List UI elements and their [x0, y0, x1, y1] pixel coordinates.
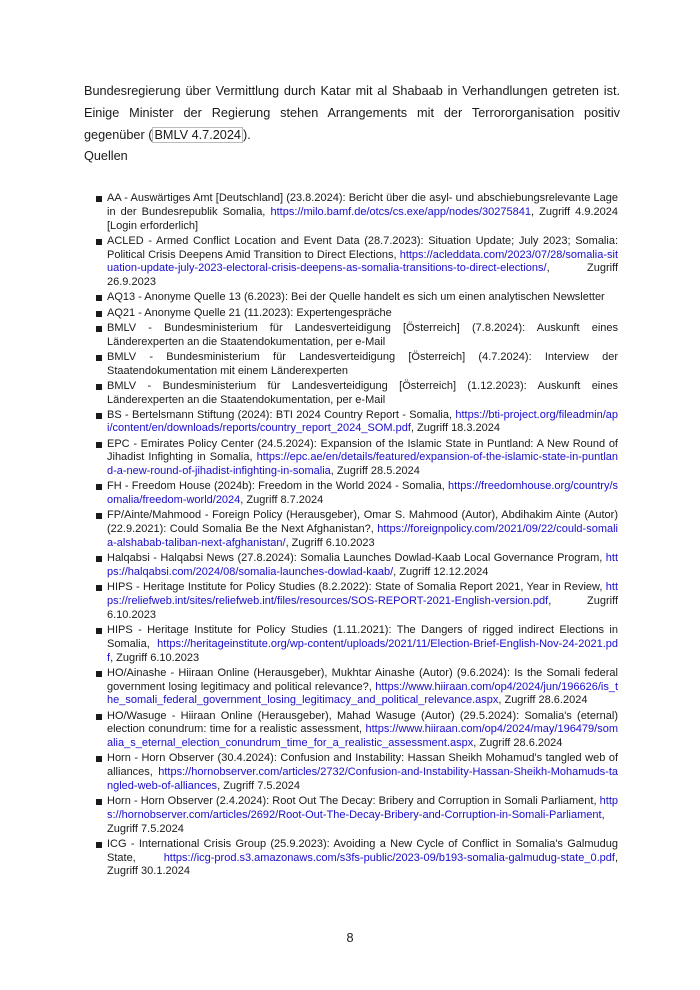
- bullet-icon: [96, 714, 102, 720]
- reference-text: AQ21 - Anonyme Quelle 21 (11.2023): Expertengespräche: [107, 306, 392, 319]
- bullet-icon: [96, 239, 102, 245]
- bullet-icon: [96, 326, 102, 332]
- page-number: 8: [346, 931, 354, 945]
- bullet-icon: [96, 585, 102, 591]
- reference-access-date: , Zugriff 6.10.2023: [107, 595, 618, 621]
- reference-text: HIPS - Heritage Institute for Policy Studies (1.11.2021): The Dangers of rigged indirect Elections in Somalia,: [107, 623, 618, 650]
- reference-link[interactable]: https://epc.ae/en/details/featured/expansion-of-the-islamic-state-in-puntland-a-new-round-of-jihadist-infighting-in-somalia: [107, 451, 618, 478]
- reference-access-date: , Zugriff 28.6.2024: [473, 737, 563, 750]
- reference-access-date: , Zugriff 26.9.2023: [107, 262, 618, 289]
- reference-item: [96, 322, 618, 350]
- reference-link[interactable]: https://bti-project.org/fileadmin/api/content/en/downloads/reports/country_report_2024_SOM.pdf: [107, 408, 618, 435]
- reference-text: BMLV - Bundesministerium für Landesverteidigung [Österreich] (4.7.2024): Interview der Staatendokumentation mit einem Länderexperten: [107, 350, 618, 377]
- reference-item: [96, 667, 618, 708]
- reference-link[interactable]: https://halqabsi.com/2024/08/somalia-launches-dowlad-kaab/: [107, 552, 618, 579]
- reference-text: Horn - Horn Observer (30.4.2024): Confusion and Instability: Hassan Sheikh Mohamud's tangled web of alliances,: [107, 752, 618, 779]
- reference-link[interactable]: https://www.hiiraan.com/op4/2024/may/196479/somalia_s_eternal_election_conundrum_time_for_a_realistic_assessment.aspx: [107, 723, 618, 750]
- reference-link[interactable]: https://reliefweb.int/sites/reliefweb.int/files/resources/SOS-REPORT-2021-English-version.pdf: [107, 581, 618, 607]
- reference-access-date: , Zugriff 12.12.2024: [393, 566, 489, 579]
- reference-access-date: , Zugriff 6.10.2023: [285, 537, 375, 550]
- reference-link[interactable]: https://milo.bamf.de/otcs/cs.exe/app/nodes/30275841: [270, 205, 531, 218]
- intro-paragraph: Bundesregierung über Vermittlung durch Katar mit al Shabaab in Verhandlungen getreten ist. Einige Minister der Regierung stehen Arrangements mit der Terrororganisation positiv gegenüber ( BMLV 4.7.2024 ).: [84, 84, 620, 142]
- reference-text: FP/Ainte/Mahmood - Foreign Policy (Herausgeber), Omar S. Mahmood (Autor), Abdihakim Ainte (Autor) (22.9.2021): Could Somalia Be the Next Afghanistan?,: [107, 509, 618, 536]
- intro-end: .: [247, 128, 251, 142]
- reference-text: ICG - International Crisis Group (25.9.2023): Avoiding a New Cycle of Conflict in Somalia's Galmudug State,: [107, 837, 618, 864]
- reference-item: [96, 480, 618, 508]
- bullet-icon: [96, 513, 102, 519]
- reference-text: HO/Wasuge - Hiiraan Online (Herausgeber), Mahad Wasuge (Autor) (29.5.2024): Somalia's (eternal) election conundrum: time for a realistic assessment,: [107, 709, 618, 736]
- reference-item: [96, 752, 618, 793]
- reference-item: [96, 380, 618, 408]
- bullet-icon: [96, 384, 102, 390]
- reference-item: [96, 795, 618, 836]
- reference-text: FH - Freedom House (2024b): Freedom in the World 2024 - Somalia,: [107, 480, 449, 493]
- bullet-icon: [96, 311, 102, 317]
- reference-link[interactable]: https://heritageinstitute.org/wp-content/uploads/2021/11/Election-Brief-English-Nov-24-2021.pdf: [107, 637, 618, 664]
- reference-text: BMLV - Bundesministerium für Landesverteidigung [Österreich] (7.8.2024): Auskunft eines Länderexperten an die Staatendokumentation, per e-Mail: [107, 321, 618, 348]
- reference-text: AQ13 - Anonyme Quelle 13 (6.2023): Bei der Quelle handelt es sich um einen analytischen Newsletter: [107, 291, 605, 304]
- reference-text: HIPS - Heritage Institute for Policy Studies (8.2.2022): State of Somalia Report 2021, Year in Review,: [107, 581, 606, 594]
- reference-item: [96, 509, 618, 550]
- reference-item: [96, 581, 618, 622]
- bullet-icon: [96, 355, 102, 361]
- reference-link[interactable]: https://hornobserver.com/articles/2732/Confusion-and-Instability-Hassan-Sheikh-Mohamuds-tangled-web-of-alliances: [107, 766, 618, 792]
- reference-access-date: , Zugriff 7.5.2024: [217, 779, 301, 792]
- reference-item: [96, 291, 618, 305]
- reference-item: [96, 307, 618, 321]
- reference-access-date: , Zugriff 28.6.2024: [498, 694, 588, 707]
- bullet-icon: [96, 295, 102, 301]
- reference-link[interactable]: https://www.hiiraan.com/op4/2024/jun/196626/is_the_somali_federal_government_losing_legitimacy_and_political_relevance.aspx: [107, 680, 618, 707]
- reference-item: [96, 624, 618, 665]
- reference-list: [96, 192, 618, 881]
- bullet-icon: [96, 484, 102, 490]
- reference-link[interactable]: https://foreignpolicy.com/2021/09/22/could-somalia-alshabab-taliban-next-afghanistan/: [107, 523, 618, 550]
- reference-access-date: , Zugriff 30.1.2024: [107, 851, 618, 878]
- reference-text: Halqabsi - Halqabsi News (27.8.2024): Somalia Launches Dowlad-Kaab Local Governance Program,: [107, 552, 606, 565]
- reference-access-date: , Zugriff 8.7.2024: [240, 494, 324, 507]
- intro-text: Bundesregierung über Vermittlung durch Katar mit al Shabaab in Verhandlungen getreten ist. Einige Minister der Regierung stehen Arrangements mit der Terrororganisation positiv gegenüber: [84, 84, 620, 142]
- reference-link[interactable]: https://acleddata.com/2023/07/28/somalia-situation-update-july-2023-electoral-crisis-deepens-as-somalia-transitions-to-direct-elections/: [107, 248, 618, 275]
- bullet-icon: [96, 628, 102, 634]
- reference-text: ACLED - Armed Conflict Location and Event Data (28.7.2023): Situation Update; July 2023; Somalia: Political Crisis Deepens Amid Transition to Direct Elections,: [107, 234, 618, 261]
- reference-item: [96, 351, 618, 379]
- reference-access-date: , Zugriff 6.10.2023: [110, 651, 200, 664]
- reference-item: [96, 438, 618, 479]
- sources-heading: Quellen: [84, 149, 128, 163]
- bullet-icon: [96, 556, 102, 562]
- reference-item: [96, 192, 618, 233]
- reference-item: [96, 552, 618, 580]
- reference-text: BMLV - Bundesministerium für Landesverteidigung [Österreich] (1.12.2023): Auskunft eines Länderexperten an die Staatendokumentation, per e-Mail: [107, 379, 618, 406]
- reference-access-date: , Zugriff 7.5.2024: [107, 808, 605, 835]
- reference-item: [96, 710, 618, 751]
- reference-item: [96, 838, 618, 879]
- reference-access-date: , Zugriff 4.9.2024 [Login erforderlich]: [107, 205, 619, 232]
- reference-item: [96, 409, 618, 437]
- citation-link[interactable]: BMLV 4.7.2024: [154, 128, 241, 142]
- reference-link[interactable]: https://hornobserver.com/articles/2692/Root-Out-The-Decay-Bribery-and-Corruption-in-Somali-Parliament: [107, 795, 618, 821]
- reference-text: Horn - Horn Observer (2.4.2024): Root Out The Decay: Bribery and Corruption in Somali Parliament,: [107, 795, 600, 808]
- reference-link[interactable]: https://icg-prod.s3.amazonaws.com/s3fs-public/2023-09/b193-somalia-galmudug-state_0.pdf: [163, 851, 615, 864]
- bullet-icon: [96, 842, 102, 848]
- reference-text: BS - Bertelsmann Stiftung (2024): BTI 2024 Country Report - Somalia,: [107, 408, 456, 421]
- bullet-icon: [96, 413, 102, 419]
- bullet-icon: [96, 196, 102, 202]
- bullet-icon: [96, 442, 102, 448]
- reference-access-date: , Zugriff 28.5.2024: [330, 465, 420, 478]
- reference-item: [96, 235, 618, 290]
- bullet-icon: [96, 671, 102, 677]
- reference-text: HO/Ainashe - Hiiraan Online (Herausgeber), Mukhtar Ainashe (Autor) (9.6.2024): Is the Somali federal government losing legitimacy and political relevance?,: [107, 666, 618, 693]
- reference-text: AA - Auswärtiges Amt [Deutschland] (23.8.2024): Bericht über die asyl- und abschiebungsrelevante Lage in der Bundesrepublik Somalia,: [107, 192, 618, 218]
- bullet-icon: [96, 799, 102, 805]
- reference-text: EPC - Emirates Policy Center (24.5.2024): Expansion of the Islamic State in Puntland: A New Round of Jihadist Infighting in Somalia,: [107, 437, 618, 464]
- reference-access-date: , Zugriff 18.3.2024: [410, 422, 501, 435]
- bullet-icon: [96, 756, 102, 762]
- reference-link[interactable]: https://freedomhouse.org/country/somalia/freedom-world/2024: [107, 480, 618, 507]
